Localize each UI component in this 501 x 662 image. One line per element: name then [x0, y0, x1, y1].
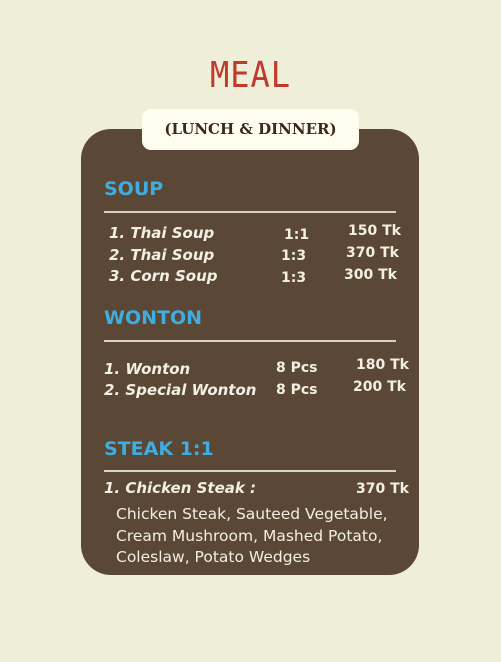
menu-item-price: 200 Tk	[353, 379, 406, 395]
menu-item-name: 1. Chicken Steak :	[104, 479, 257, 497]
menu-item-qty: 1:1	[284, 227, 310, 243]
menu-item-qty: 8 Pcs	[276, 360, 318, 376]
section-heading-steak: STEAK 1:1	[104, 438, 214, 460]
menu-item-price: 150 Tk	[348, 223, 401, 239]
menu-item-name: 2. Thai Soup	[109, 246, 215, 264]
menu-item-qty: 1:3	[281, 270, 307, 286]
section-divider	[104, 211, 396, 213]
section-heading-wonton: WONTON	[104, 307, 203, 329]
section-heading-soup: SOUP	[104, 178, 164, 200]
menu-item-name: 3. Corn Soup	[109, 267, 218, 285]
menu-item-description: Chicken Steak, Sauteed Vegetable, Cream Mushroom, Mashed Potato, Coleslaw, Potato Wedges	[116, 505, 388, 566]
menu-item-name: 1. Wonton	[104, 360, 191, 378]
menu-item-price: 370 Tk	[356, 481, 409, 497]
section-divider	[104, 340, 396, 342]
menu-item-price: 370 Tk	[346, 245, 399, 261]
menu-title: MEAL	[209, 54, 292, 96]
menu-item-qty: 1:3	[281, 248, 307, 264]
menu-item-price: 180 Tk	[356, 357, 409, 373]
menu-subtitle: (LUNCH & DINNER)	[142, 109, 359, 150]
menu-item-name: 1. Thai Soup	[109, 224, 215, 242]
menu-item-qty: 8 Pcs	[276, 382, 318, 398]
menu-item-name: 2. Special Wonton	[104, 381, 257, 399]
menu-item-price: 300 Tk	[344, 267, 397, 283]
section-divider	[104, 470, 396, 472]
